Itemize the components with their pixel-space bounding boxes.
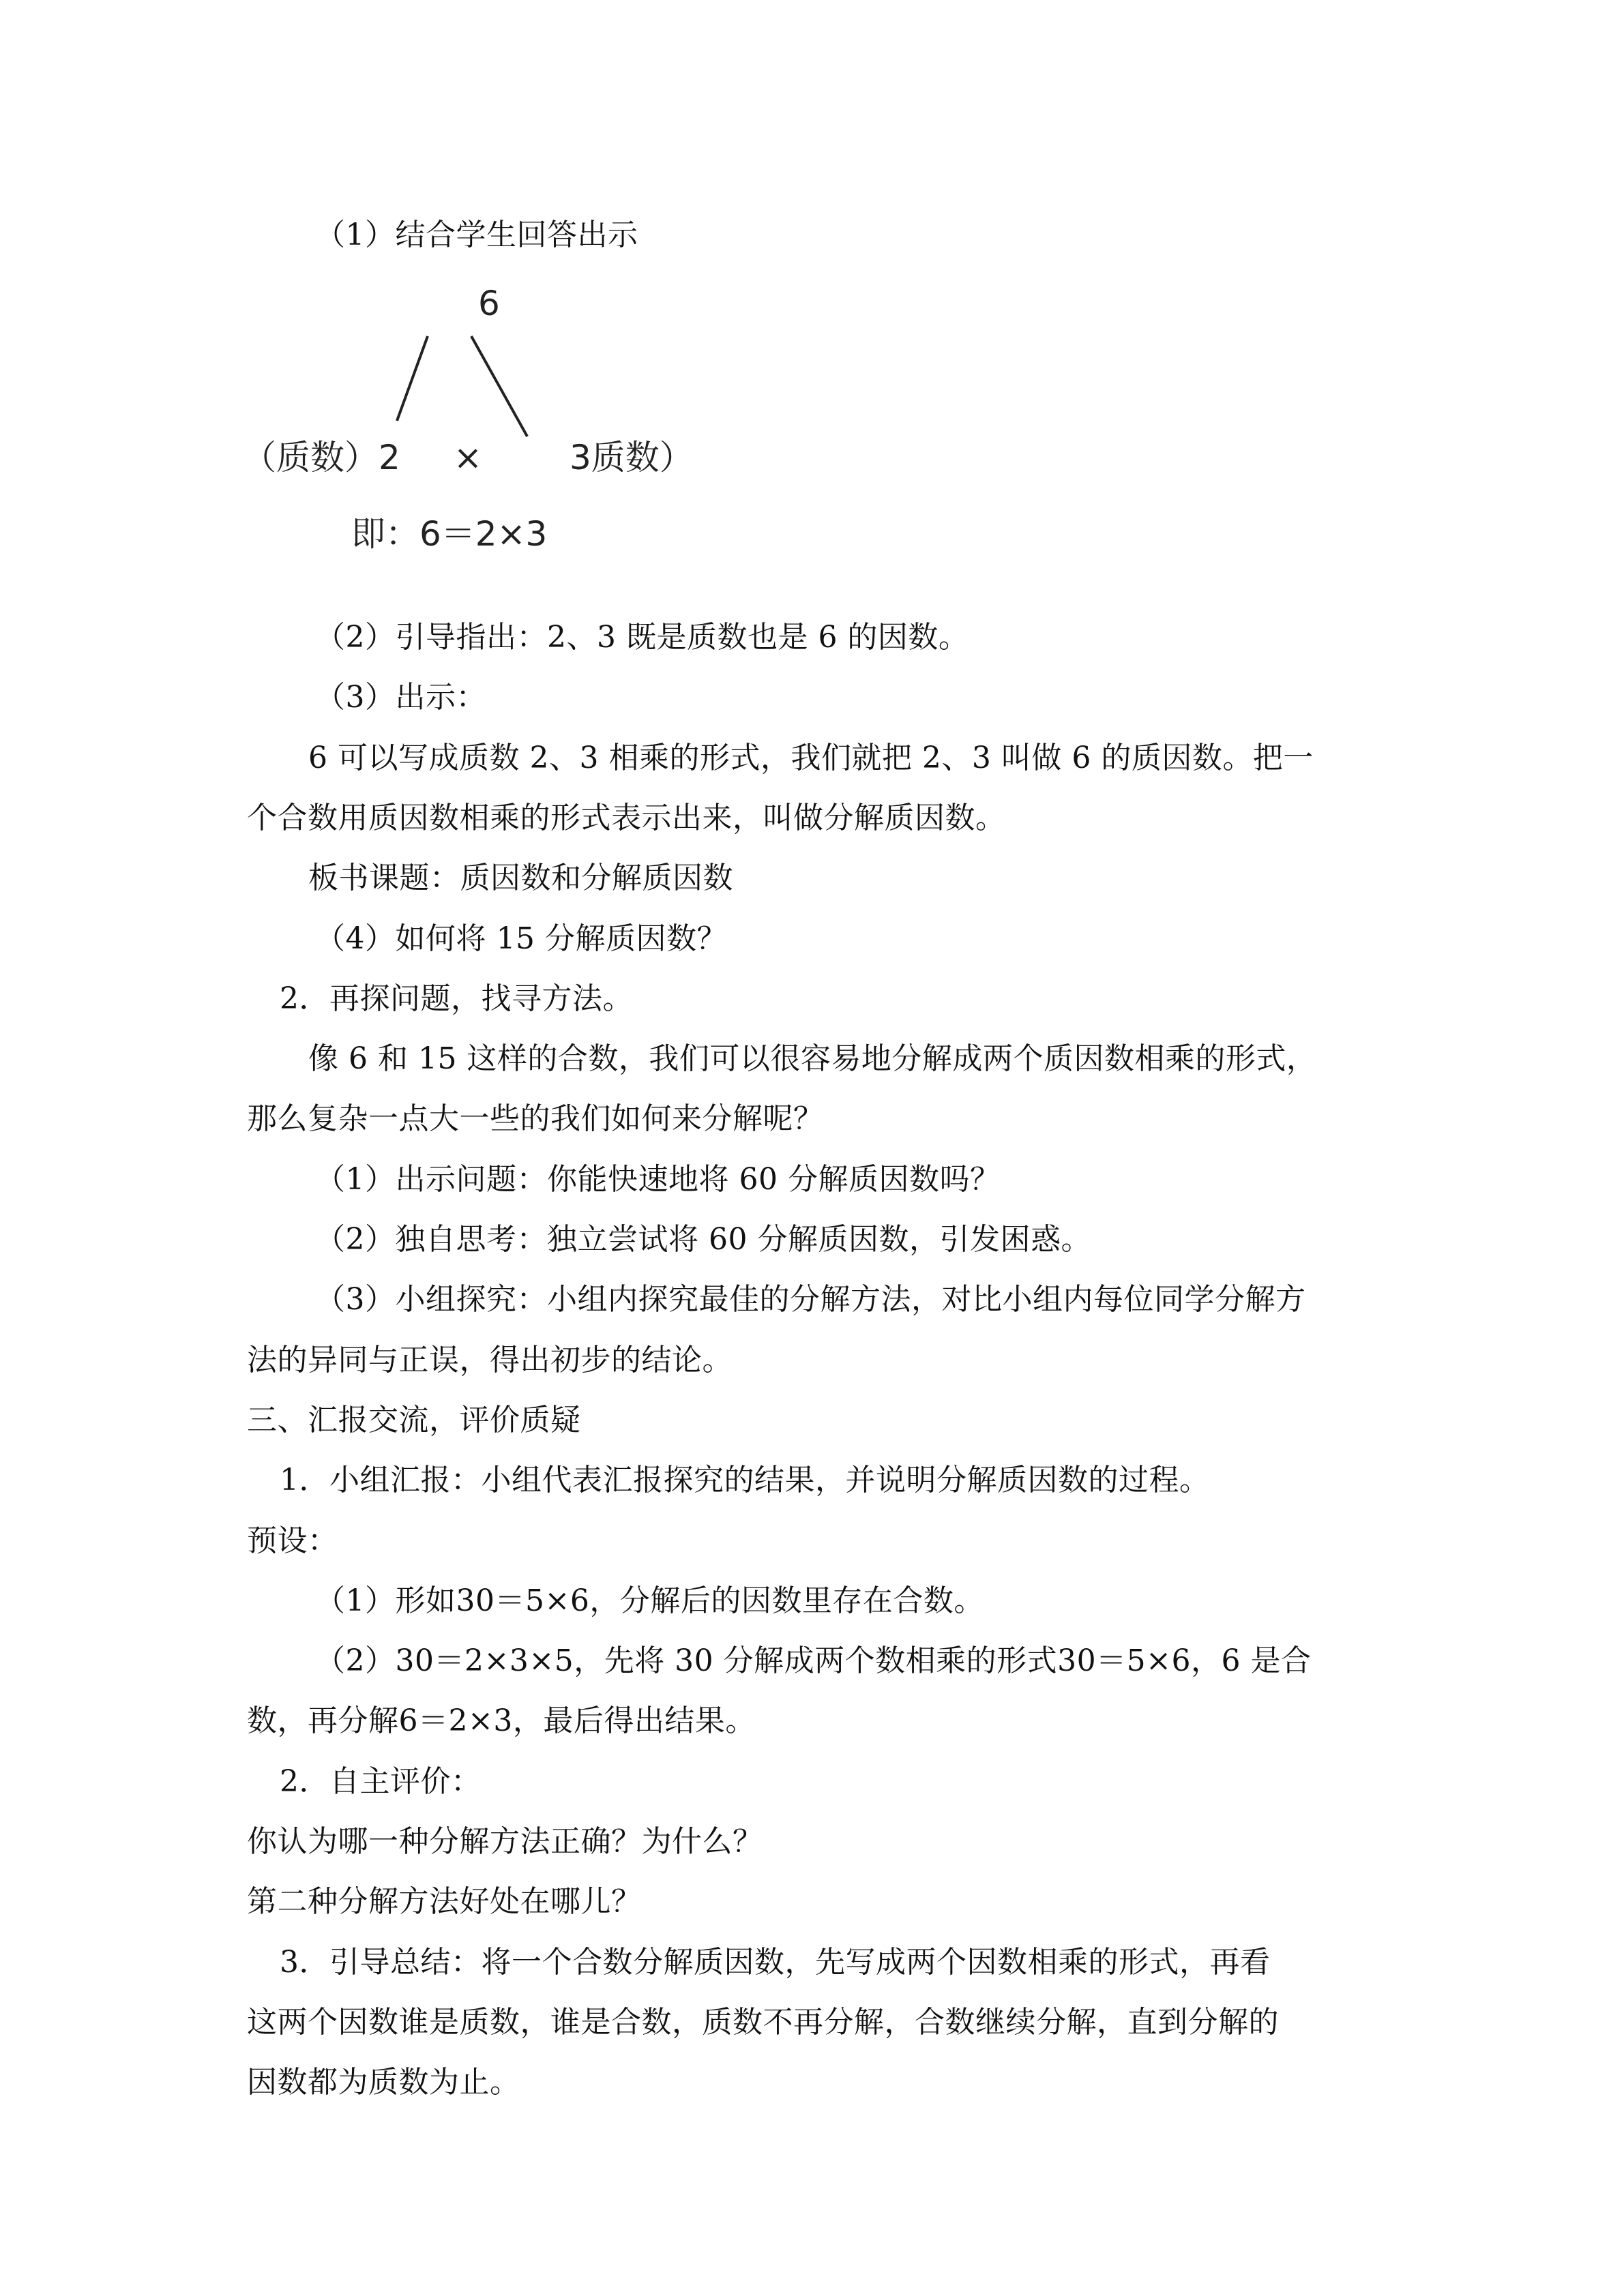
paragraph-show-question: （1）出示问题：你能快速地将 60 分解质因数吗？ bbox=[315, 1162, 1001, 1197]
paragraph-definition-line1: 6 可以写成质数 2、3 相乘的形式，我们就把 2、3 叫做 6 的质因数。把一 bbox=[308, 741, 1314, 775]
diagram-left-label: （质数）2 bbox=[242, 438, 400, 477]
paragraph-question-second: 第二种分解方法好处在哪儿？ bbox=[247, 1884, 642, 1919]
paragraph-group-explore-line2: 法的异同与正误，得出初步的结论。 bbox=[247, 1343, 733, 1377]
paragraph-summary-line1: 3．引导总结：将一个合数分解质因数，先写成两个因数相乘的形式，再看 bbox=[280, 1945, 1271, 1980]
diagram-times-sign: × bbox=[454, 438, 482, 477]
paragraph-definition-line2: 个合数用质因数相乘的形式表示出来，叫做分解质因数。 bbox=[247, 801, 1006, 835]
diagram-top-number: 6 bbox=[478, 284, 500, 323]
paragraph-preset: 预设： bbox=[247, 1523, 338, 1558]
paragraph-summary-line2: 这两个因数谁是质数，谁是合数，质数不再分解，合数继续分解，直到分解的 bbox=[247, 2005, 1279, 2040]
paragraph-step-1: （1）结合学生回答出示 bbox=[315, 218, 638, 252]
paragraph-question-which: 你认为哪一种分解方法正确？为什么？ bbox=[247, 1824, 763, 1859]
right-branch-line bbox=[471, 336, 527, 436]
section-heading-3: 三、汇报交流，评价质疑 bbox=[247, 1403, 581, 1437]
paragraph-step-2: （2）引导指出：2、3 既是质数也是 6 的因数。 bbox=[315, 620, 969, 655]
paragraph-composite-line2: 那么复杂一点大一些的我们如何来分解呢？ bbox=[247, 1101, 824, 1136]
paragraph-group-report: 1．小组汇报：小组代表汇报探究的结果，并说明分解质因数的过程。 bbox=[280, 1463, 1210, 1497]
paragraph-preset-2-line2: 数，再分解6＝2×3，最后得出结果。 bbox=[247, 1703, 756, 1738]
diagram-right-label: 3质数） bbox=[570, 438, 694, 477]
paragraph-step-4: （4）如何将 15 分解质因数？ bbox=[315, 921, 727, 956]
factor-tree-diagram bbox=[242, 269, 720, 590]
paragraph-think-alone: （2）独自思考：独立尝试将 60 分解质因数，引发困惑。 bbox=[315, 1222, 1091, 1257]
paragraph-step-3: （3）出示： bbox=[315, 680, 486, 715]
paragraph-preset-2-line1: （2）30＝2×3×5，先将 30 分解成两个数相乘的形式30＝5×6，6 是合 bbox=[315, 1643, 1312, 1678]
paragraph-board-title: 板书课题：质因数和分解质因数 bbox=[308, 861, 733, 895]
diagram-equation: 即：6＝2×3 bbox=[351, 514, 548, 554]
section-heading-2: 2．再探问题，找寻方法。 bbox=[280, 981, 633, 1016]
left-branch-line bbox=[397, 336, 428, 421]
paragraph-composite-line1: 像 6 和 15 这样的合数，我们可以很容易地分解成两个质因数相乘的形式， bbox=[308, 1041, 1317, 1076]
paragraph-preset-1: （1）形如30＝5×6，分解后的因数里存在合数。 bbox=[315, 1583, 984, 1618]
paragraph-summary-line3: 因数都为质数为止。 bbox=[247, 2065, 520, 2100]
paragraph-group-explore-line1: （3）小组探究：小组内探究最佳的分解方法，对比小组内每位同学分解方 bbox=[315, 1282, 1306, 1317]
paragraph-self-evaluate: 2．自主评价： bbox=[280, 1764, 482, 1799]
